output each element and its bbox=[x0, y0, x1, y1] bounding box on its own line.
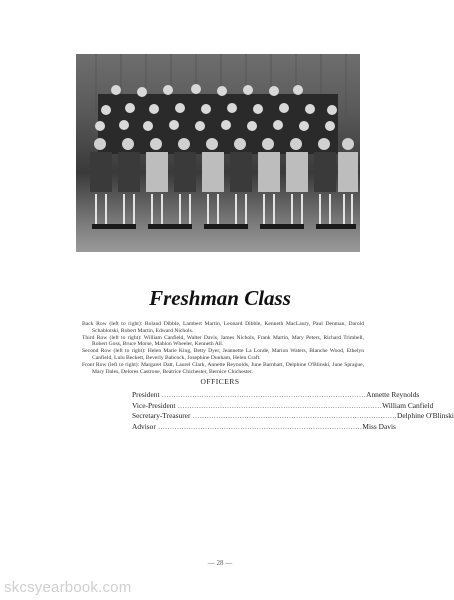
class-roster bbox=[82, 321, 364, 375]
leader-dots: ....................................................................................... bbox=[159, 390, 367, 399]
leader-dots: ....................................................................................... bbox=[190, 411, 398, 420]
officer-role: Advisor bbox=[132, 421, 156, 431]
roster-front-row: Front Row (left to right): Margaret Datt, Laurel Clark, Annette Reynolds, June Barnhart, Delphine O'Blinski, June Sprague, Mary Dales, Delores Castrone, Beatrice Chichester, Bernice Chichester. bbox=[82, 361, 364, 375]
roster-third-row: Third Row (left to right): William Canfield, Walter Davis, James Nichols, Frank Martin, Mary Peters, Richard Trimbell, Robert Goss, Bruce Morse, Mahlon Wheeler, Kenneth All. bbox=[82, 334, 364, 348]
roster-back-row: Back Row (left to right): Roland Dibble, Lambert Martin, Leonard Dibble, Kenneth MacLaury, Paul Denman, Darold Schablotski, Robert Martin, Edward Nichols. bbox=[82, 321, 364, 334]
officers-list bbox=[132, 390, 454, 432]
officer-role: Secretary-Treasurer bbox=[132, 411, 191, 420]
officers-heading: OFFICERS bbox=[200, 377, 240, 386]
page-title: Freshman Class bbox=[149, 286, 291, 310]
leader-dots: ....................................................................................... bbox=[155, 421, 363, 431]
officer-row bbox=[132, 421, 396, 433]
officer-name: Miss Davis bbox=[362, 421, 396, 431]
officer-role: President bbox=[132, 390, 160, 399]
officer-name: Annette Reynolds bbox=[366, 390, 420, 399]
officer-row bbox=[132, 411, 454, 422]
site-watermark: skcsyearbook.com bbox=[4, 579, 132, 596]
group-photo-icon bbox=[76, 54, 360, 252]
leader-dots: ....................................................................................... bbox=[175, 400, 383, 410]
page-number: — 28 — bbox=[207, 559, 233, 567]
class-group-photo bbox=[76, 54, 360, 252]
officer-name: William Canfield bbox=[382, 400, 434, 410]
roster-second-row: Second Row (left to right): Helen Marie King, Betty Dyer, Jeannette La Londe, Marion Waters, Blanche Wood, Ethelyn Canfield, Lulu Beckett, Beverly Babcock, Josephine Dunham, Helen Craft. bbox=[82, 348, 364, 361]
officer-row bbox=[132, 400, 434, 412]
officer-role: Vice-President bbox=[132, 400, 176, 410]
officer-name: Delphine O'Blinski bbox=[397, 411, 454, 420]
officer-row bbox=[132, 390, 420, 401]
